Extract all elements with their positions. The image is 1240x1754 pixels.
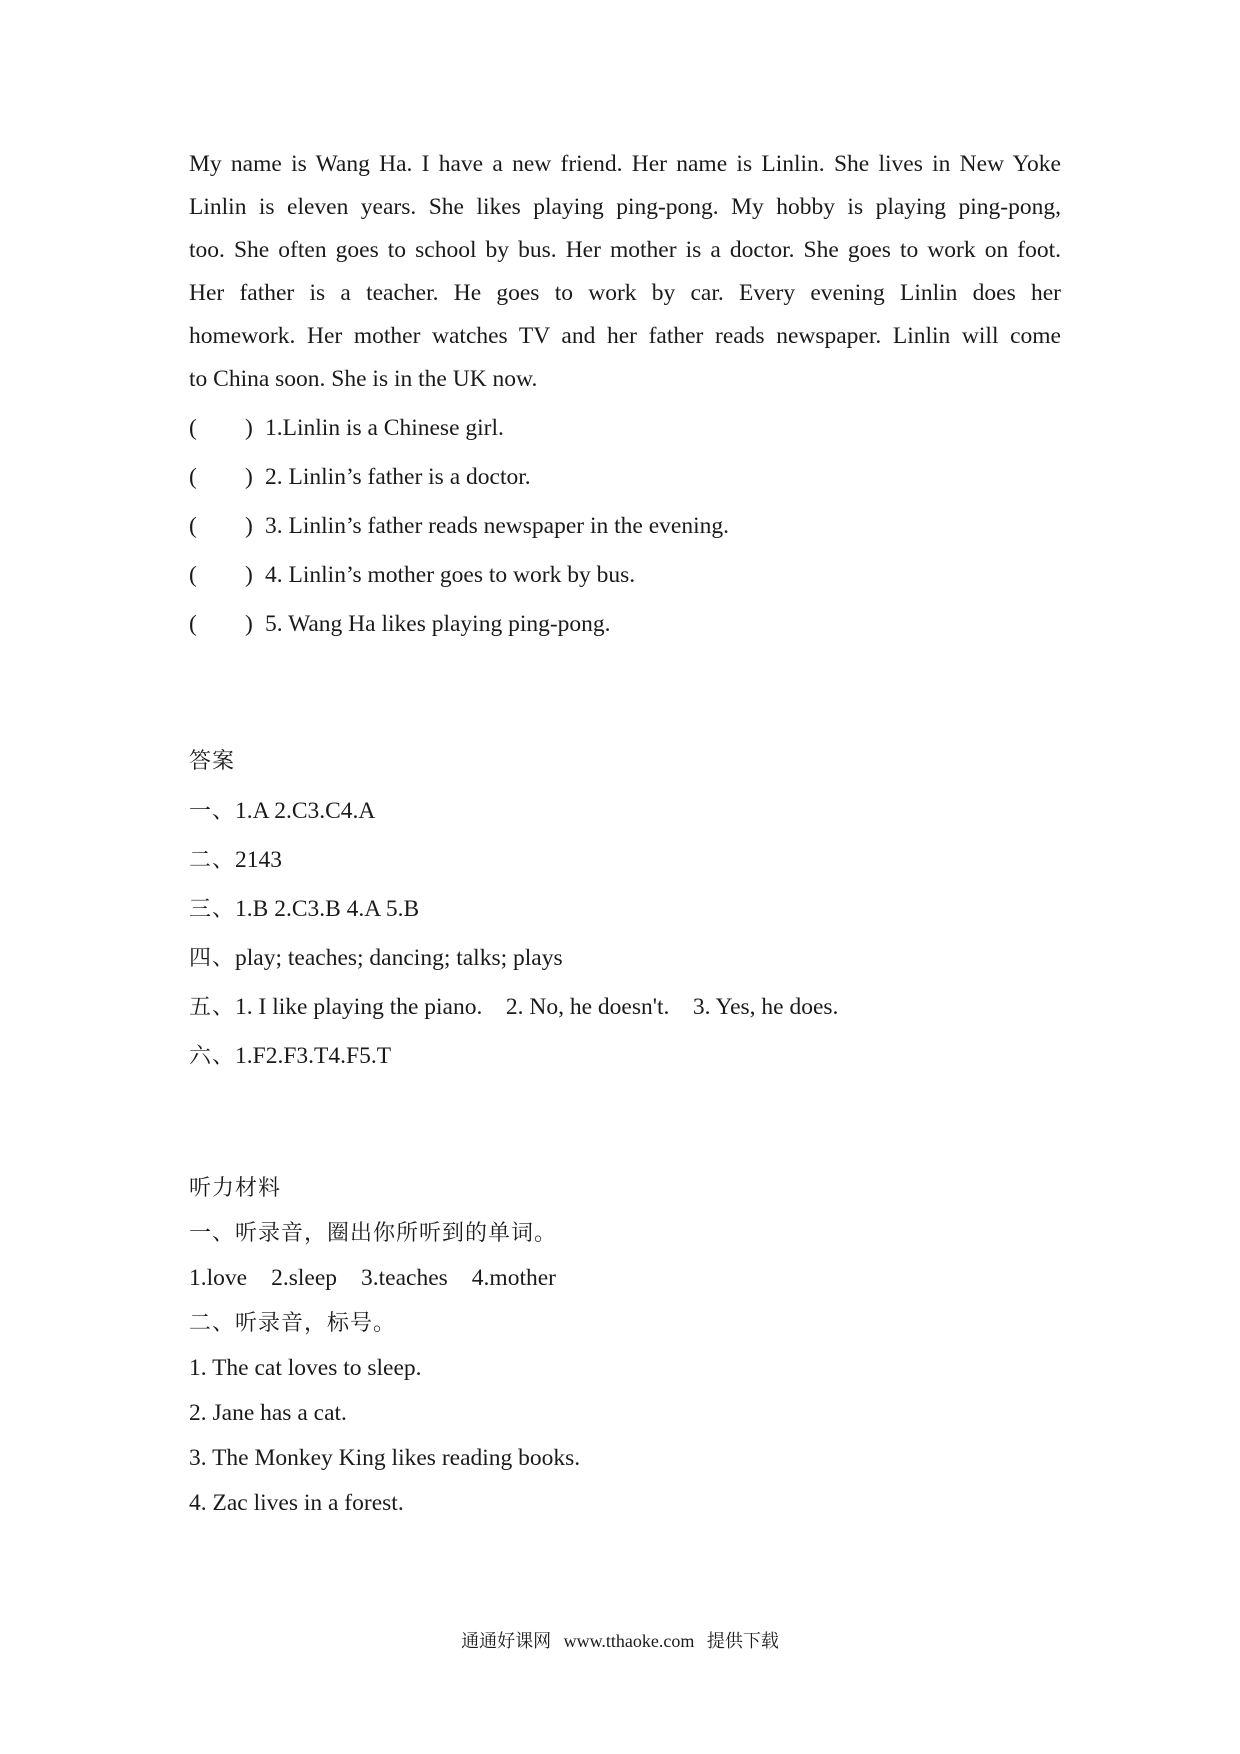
passage-line: to China soon. She is in the UK now. [189, 366, 538, 392]
section-number: 一、 [189, 799, 236, 824]
question-item [189, 406, 729, 455]
answer-blank-open: ( [189, 464, 197, 490]
listening-material [189, 1166, 580, 1526]
answer-key [189, 740, 838, 1083]
answer-blank-open: ( [189, 562, 197, 588]
section-number: 四、 [189, 946, 236, 971]
answer-line [189, 1034, 838, 1083]
true-false-questions [189, 406, 729, 651]
listening-heading: 听力材料 [189, 1176, 282, 1201]
page-footer [0, 1627, 1240, 1653]
question-item [189, 504, 729, 553]
listening-section-title: 二、听录音，标号。 [189, 1311, 397, 1336]
answer-blank-close: ) [245, 513, 253, 539]
word-list [189, 1256, 580, 1301]
question-item [189, 602, 729, 651]
listening-sentence: 3. The Monkey King likes reading books. [189, 1445, 581, 1471]
answer-text: 1. I like playing the piano. 2. No, he doesn't. 3. Yes, he does. [235, 994, 839, 1020]
answer-text: 1.B 2.C3.B 4.A 5.B [235, 896, 420, 922]
listening-sentence: 4. Zac lives in a forest. [189, 1490, 404, 1516]
question-text: 3. Linlin’s father reads newspaper in the evening. [265, 513, 729, 539]
question-text: 5. Wang Ha likes playing ping-pong. [265, 611, 611, 637]
passage-line: Linlin is eleven years. She likes playing ping-pong. My hobby is playing ping-pong, [189, 194, 1061, 220]
passage-line: My name is Wang Ha. I have a new friend. Her name is Linlin. She lives in New Yoke [189, 151, 1061, 177]
passage-line: Her father is a teacher. He goes to work by car. Every evening Linlin does her [189, 280, 1061, 306]
question-item [189, 455, 729, 504]
word-item: 3.teaches [361, 1265, 448, 1291]
answer-blank-close: ) [245, 415, 253, 441]
listening-sentence: 1. The cat loves to sleep. [189, 1355, 422, 1381]
answer-blank-open: ( [189, 513, 197, 539]
word-item: 1.love [189, 1265, 248, 1291]
question-text: 4. Linlin’s mother goes to work by bus. [265, 562, 636, 588]
question-text: 1.Linlin is a Chinese girl. [265, 415, 504, 441]
answer-text: 2143 [235, 847, 283, 873]
answer-line [189, 789, 838, 838]
section-number: 六、 [189, 1044, 236, 1069]
listening-section-title: 一、听录音，圈出你所听到的单词。 [189, 1221, 558, 1246]
passage-line: too. She often goes to school by bus. Her mother is a doctor. She goes to work on foot. [189, 237, 1061, 263]
answer-line [189, 985, 838, 1034]
answer-blank-close: ) [245, 562, 253, 588]
passage-line: homework. Her mother watches TV and her father reads newspaper. Linlin will come [189, 323, 1061, 349]
answer-blank-close: ) [245, 464, 253, 490]
answer-text: play; teaches; dancing; talks; plays [235, 945, 563, 971]
answer-blank-open: ( [189, 415, 197, 441]
footer-site-name: 通通好课网 [461, 1631, 552, 1652]
answer-key-heading: 答案 [189, 749, 236, 774]
answer-text: 1.F2.F3.T4.F5.T [235, 1043, 392, 1069]
word-item: 4.mother [471, 1265, 556, 1291]
answer-line [189, 838, 838, 887]
answer-text: 1.A 2.C3.C4.A [235, 798, 376, 824]
answer-blank-close: ) [245, 611, 253, 637]
listening-sentence: 2. Jane has a cat. [189, 1400, 347, 1426]
answer-blank-open: ( [189, 611, 197, 637]
question-item [189, 553, 729, 602]
answer-line [189, 936, 838, 985]
footer-suffix: 提供下载 [706, 1631, 779, 1652]
footer-url: www.tthaoke.com [563, 1631, 695, 1651]
section-number: 三、 [189, 897, 236, 922]
answer-line [189, 887, 838, 936]
section-number: 二、 [189, 848, 236, 873]
section-number: 五、 [189, 995, 236, 1020]
reading-passage [189, 143, 1061, 401]
question-text: 2. Linlin’s father is a doctor. [265, 464, 531, 490]
word-item: 2.sleep [271, 1265, 338, 1291]
